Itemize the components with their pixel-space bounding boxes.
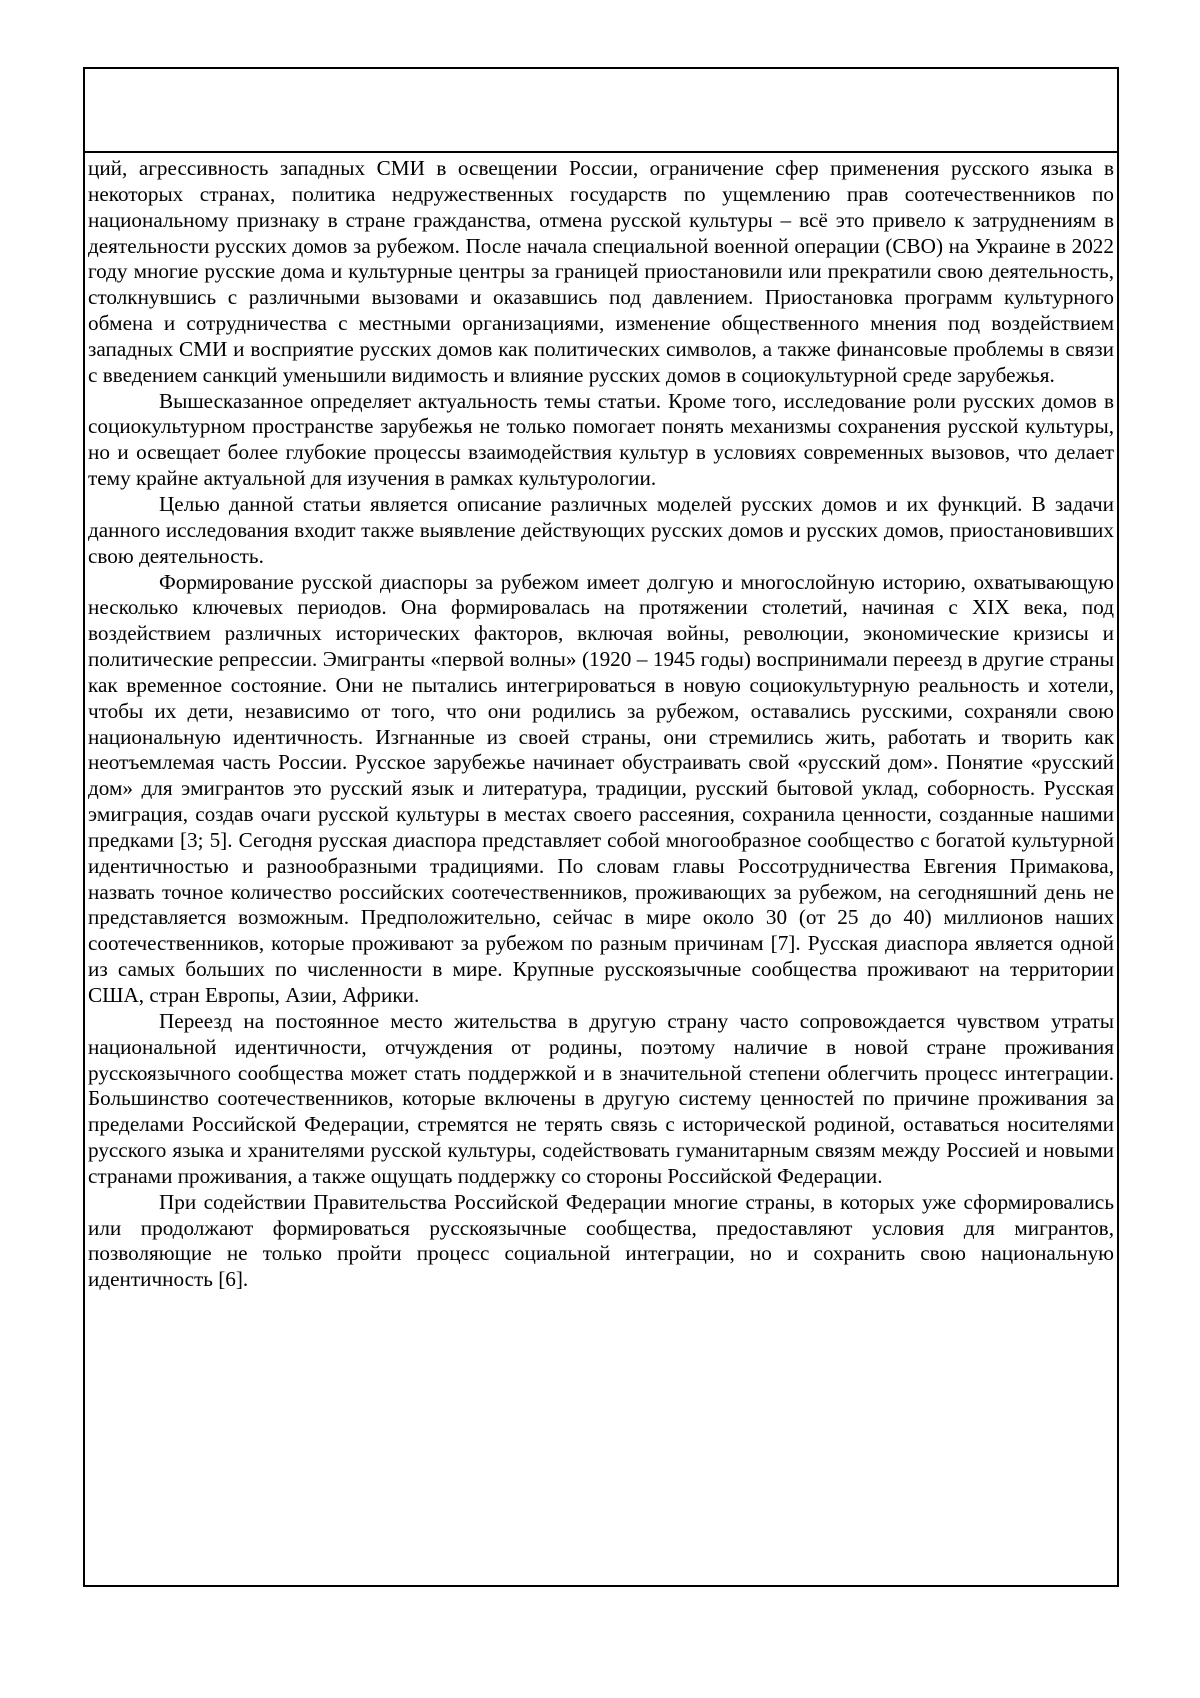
paragraph-continuation: ций, агрессивность западных СМИ в освещении России, ограничение сфер применения русского языка в некоторых странах, политика недружественных государств по ущемлению прав соотечественников по национальному признаку в стране гражданства, отмена русской культуры – всё это привело к затруднениям в деятельности русских домов за рубежом. После начала специальной военной операции (СВО) на Украине в 2022 году многие русские дома и культурные центры за границей приостановили или прекратили свою деятельность, столкнувшись с различными вызовами и оказавшись под давлением. Приостановка программ культурного обмена и сотрудничества с местными организациями, изменение общественного мнения под воздействием западных СМИ и восприятие русских домов как политических символов, а также финансовые проблемы в связи с введением санкций уменьшили видимость и влияние русских домов в социокультурной среде зарубежья. (88, 156, 1114, 387)
article-body (88, 156, 1114, 1293)
paragraph-diaspora-history: Формирование русской диаспоры за рубежом имеет долгую и многослойную историю, охватывающую несколько ключевых периодов. Она формировалась на протяжении столетий, начиная с XIX века, под воздействием различных исторических факторов, включая войны, революции, экономические кризисы и политические репрессии. Эмигранты «первой волны» (1920 – 1945 годы) воспринимали переезд в другие страны как временное состояние. Они не пытались интегрироваться в новую социокультурную реальность и хотели, чтобы их дети, независимо от того, что они родились за рубежом, оставались русскими, сохраняли свою национальную идентичность. Изгнанные из своей страны, они стремились жить, работать и творить как неотъемлемая часть России. Русское зарубежье начинает обустраивать свой «русский дом». Понятие «русский дом» для эмигрантов это русский язык и литература, традиции, русский бытовой уклад, соборность. Русская эмиграция, создав очаги русской культуры в местах своего рассеяния, сохранила ценности, созданные нашими предками [3; 5]. Сегодня русская диаспора представляет собой многообразное сообщество с богатой культурной идентичностью и разнообразными традициями. По словам главы Россотрудничества Евгения Примакова, назвать точное количество российских соотечественников, проживающих за рубежом, на сегодняшний день не представляется возможным. Предположительно, сейчас в мире около 30 (от 25 до 40) миллионов наших соотечественников, которые проживают за рубежом по разным причинам [7]. Русская диаспора является одной из самых больших по численности в мире. Крупные русскоязычные сообщества проживают на территории США, стран Европы, Азии, Африки. (88, 569, 1114, 1007)
paragraph-goal: Целью данной статьи является описание различных моделей русских домов и их функций. В задачи данного исследования входит также выявление действующих русских домов и русских домов, приостановивших свою деятельность. (88, 491, 1114, 568)
header-box (85, 69, 1117, 153)
page-frame (83, 67, 1119, 1587)
paragraph-relocation: Переезд на постоянное место жительства в другую страну часто сопровождается чувством утраты национальной идентичности, отчуждения от родины, поэтому наличие в новой стране проживания русскоязычного сообщества может стать поддержкой и в значительной степени облегчить процесс интеграции. Большинство соотечественников, которые включены в другую систему ценностей по причине проживания за пределами Российской Федерации, стремятся не терять связь с исторической родиной, оставаться носителями русского языка и хранителями русской культуры, содействовать гуманитарным связям между Россией и новыми странами проживания, а также ощущать поддержку со стороны Российской Федерации. (88, 1008, 1114, 1188)
paragraph-relevance: Вышесказанное определяет актуальность темы статьи. Кроме того, исследование роли русских домов в социокультурном пространстве зарубежья не только помогает понять механизмы сохранения русской культуры, но и освещает более глубокие процессы взаимодействия культур в условиях современных вызовов, что делает тему крайне актуальной для изучения в рамках культурологии. (88, 388, 1114, 491)
paragraph-government-support: При содействии Правительства Российской Федерации многие страны, в которых уже сформировались или продолжают формироваться русскоязычные сообщества, предоставляют условия для мигрантов, позволяющие не только пройти процесс социальной интеграции, но и сохранить свою национальную идентичность [6]. (88, 1189, 1114, 1292)
